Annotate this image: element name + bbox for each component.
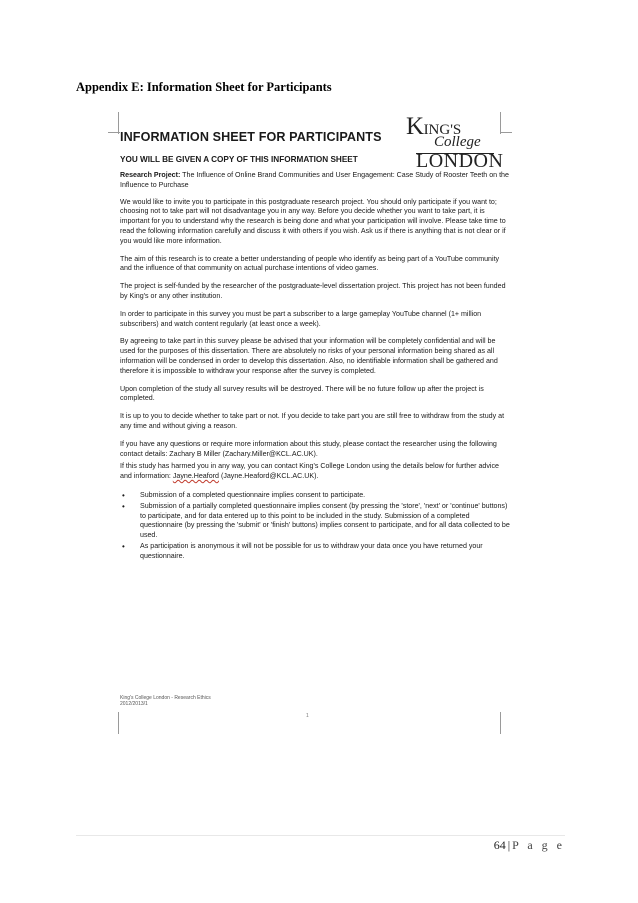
page-label: P a g e	[512, 838, 565, 852]
bullet-item: • Submission of a completed questionnaire implies consent to participate.	[120, 491, 512, 501]
sheet-title: INFORMATION SHEET FOR PARTICIPANTS	[120, 130, 382, 144]
paragraph-confidentiality: By agreeing to take part in this survey please be advised that your information will be completely confidential and will be used for the purposes of this dissertation. There are absolutely no risks of your personal information being shared as all information will be condensed in order to develop this dissertation. Also, no identifiable information shall be gathered and therefore it is impossible to withdraw your response after the survey is completed.	[120, 337, 498, 375]
bullet-item: • Submission of a partially completed questionnaire implies consent (by pressing the 'store', 'next' or 'continue' buttons) to participate, and for data entered up to this point to be included in the study. Submission of a completed questionnaire (by pressing the 'submit' or 'finish' buttons) implies consent to participate, and for all data collected to be used.	[120, 502, 512, 541]
paragraph-funding: The project is self-funded by the researcher of the postgraduate-level dissertation project. This project has not been funded by King's or any other institution.	[120, 282, 506, 300]
consent-bullet-list	[120, 491, 512, 562]
research-project	[120, 171, 512, 191]
paragraph-eligibility: In order to participate in this survey you must be part a subscriber to a large gameplay YouTube channel (1+ million subscribers) and watch content regularly (at least once a week).	[120, 309, 482, 328]
paragraph-harm	[120, 462, 512, 482]
sheet-subtitle: YOU WILL BE GIVEN A COPY OF THIS INFORMATION SHEET	[120, 155, 358, 164]
paragraph-destruction: Upon completion of the study all survey results will be destroyed. There will be no future follow up after the project is completed.	[120, 384, 484, 403]
page-footer	[494, 838, 565, 853]
sheet-page-number: 1	[306, 713, 309, 719]
crop-mark-top-left-v	[118, 112, 119, 134]
page-footer-rule	[76, 835, 565, 836]
bullet-item: • As participation is anonymous it will not be possible for us to withdraw your data once you have returned your questionnaire.	[120, 542, 512, 562]
sheet-footer-line1: King's College London - Research Ethics	[120, 695, 211, 701]
research-project-label: Research Project:	[120, 171, 181, 179]
logo-kings: KING'S	[406, 113, 462, 140]
sheet-footer-line2: 2012/2013/1	[120, 701, 148, 707]
paragraph-contact: If you have any questions or require more information about this study, please contact the researcher using the following contact details: Zachary B Miller (Zachary.Miller@KCL.AC.UK).	[120, 439, 497, 458]
page-number: 64	[493, 838, 506, 852]
research-project-title: The Influence of Online Brand Communities and User Engagement: Case Study of Rooster Teeth on the Influence to Purchase	[120, 171, 509, 189]
page-separator: |	[507, 838, 511, 852]
harm-contact-name: Jayne.Heaford	[172, 472, 219, 481]
crop-mark-bottom-right-v	[500, 712, 501, 734]
crop-mark-bottom-left-v	[118, 712, 119, 734]
crop-mark-top-left-h	[108, 132, 120, 133]
logo-college: College	[434, 134, 481, 150]
paragraph-aim: The aim of this research is to create a better understanding of people who identify as being part of a YouTube community and the influence of that community on actual purchase intentions of video games.	[120, 254, 500, 273]
harm-text: If this study has harmed you in any way, you can contact King's College London using the details below for further advice and information:	[120, 462, 499, 481]
paragraph-invitation: We would like to invite you to participate in this postgraduate research project. You should only participate if you want to; choosing not to take part will not disadvantage you in any way. Before you decide whether you want to take part, it is important for you to understand why the research is being done and what your participation will involve. Please take time to read the following information carefully and discuss it with others if you wish. Ask us if there is anything that is not clear or if you would like more information.	[120, 197, 506, 245]
information-sheet-body	[120, 122, 512, 563]
logo-london: LONDON	[416, 150, 504, 172]
paragraph-withdrawal: It is up to you to decide whether to take part or not. If you decide to take part you are still free to withdraw from the study at any time and without giving a reason.	[120, 412, 505, 430]
harm-contact-email: (Jayne.Heaford@KCL.AC.UK).	[218, 472, 319, 481]
appendix-heading: Appendix E: Information Sheet for Participants	[76, 80, 332, 94]
embedded-information-sheet	[108, 112, 513, 742]
sheet-footer	[120, 695, 211, 707]
